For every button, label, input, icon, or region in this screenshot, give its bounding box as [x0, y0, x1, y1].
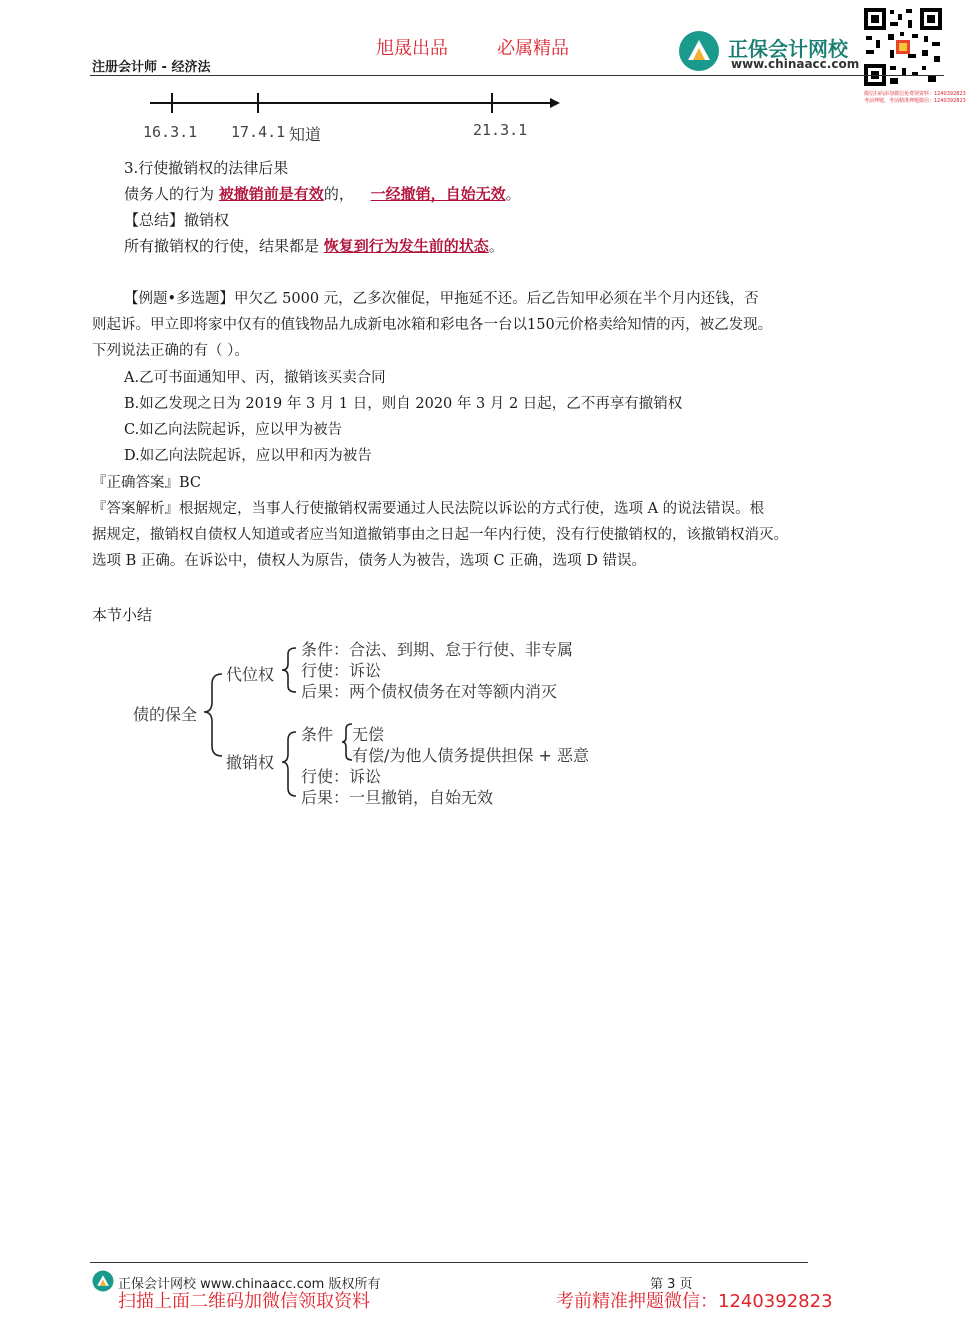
timeline-label: 17.4.1	[231, 123, 286, 141]
line-text: 。	[505, 185, 521, 203]
timeline-label: 16.3.1	[143, 123, 198, 141]
option-c: C.如乙向法院起诉，应以甲为被告	[124, 422, 343, 438]
example-stem-3: 下列说法正确的有（ ）。	[92, 343, 249, 359]
footer-promo-left: 扫描上面二维码加微信领取资料	[118, 1291, 370, 1312]
correct-answer: 『正确答案』BC	[92, 475, 202, 491]
mindmap-item: 后果：两个债权债务在对等额内消灭	[301, 682, 558, 701]
header-slogan-left: 旭晟出品	[376, 38, 448, 59]
option-b: B.如乙发现之日为 2019 年 3 月 1 日，则自 2020 年 3 月 2 日起，乙不再享有撤销权	[124, 396, 683, 412]
line-text: 所有撤销权的行使，结果都是	[124, 237, 320, 255]
timeline-note: 知道	[289, 125, 322, 144]
footer-divider	[90, 1262, 808, 1263]
section-line-1	[124, 181, 521, 207]
footer-copyright: 正保会计网校 www.chinaacc.com 版权所有	[118, 1277, 381, 1292]
example-stem-2: 则起诉。甲立即将家中仅有的值钱物品九成新电冰箱和彩电各一台以150元价格卖给知情的丙，被乙发现。	[92, 317, 773, 333]
mindmap-cond-label: 条件	[301, 725, 334, 744]
line-text: 债务人的行为	[124, 185, 215, 203]
logo-url: www.chinaacc.com	[731, 57, 860, 71]
qr-caption-2: 考前押题，考前精准押题微信：1240392823	[864, 98, 966, 104]
footer-promo-right: 考前精准押题微信：1240392823	[556, 1291, 833, 1312]
line-text: 的，	[323, 185, 354, 203]
section-title: 3.行使撤销权的法律后果	[124, 159, 289, 177]
course-name: 注册会计师 - 经济法	[92, 60, 211, 75]
highlight-text: 恢复到行为发生前的状态	[323, 237, 489, 255]
timeline-label: 21.3.1	[473, 121, 528, 139]
line-text: 。	[488, 237, 504, 255]
analysis-3: 选项 B 正确。在诉讼中，债权人为原告，债务人为被告，选项 C 正确，选项 D 错误。	[92, 553, 647, 569]
timeline-axis	[148, 92, 568, 116]
mindmap-item: 后果：一旦撤销，自始无效	[301, 788, 494, 807]
section-line-2	[124, 233, 504, 259]
analysis-2: 据规定，撤销权自债权人知道或者应当知道撤销事由之日起一年内行使，没有行使撤销权的，该撤销权消灭。	[92, 527, 788, 543]
mindmap-branch-1: 代位权	[226, 665, 275, 684]
mindmap-item: 有偿/为他人债务提供担保 + 恶意	[352, 746, 589, 765]
header-slogan-right: 必属精品	[497, 38, 569, 59]
qr-caption-1: 微信扫码添加微信免费领资料：1240392823	[864, 91, 966, 97]
header-divider	[90, 75, 944, 76]
option-a: A.乙可书面通知甲、丙，撤销该买卖合同	[124, 370, 386, 386]
mindmap-item: 条件：合法、到期、怠于行使、非专属	[301, 640, 574, 659]
option-d: D.如乙向法院起诉，应以甲和丙为被告	[124, 448, 372, 464]
logo-name: 正保会计网校	[728, 37, 848, 61]
mindmap-item: 无偿	[352, 725, 385, 744]
mindmap-root: 债的保全	[133, 705, 198, 724]
summary-title: 本节小结	[92, 606, 153, 624]
logo-icon	[678, 30, 720, 72]
analysis-1: 『答案解析』根据规定，当事人行使撤销权需要通过人民法院以诉讼的方式行使，选项 A 的说法错误。根	[92, 501, 765, 517]
summary-label: 【总结】撤销权	[124, 211, 230, 229]
mindmap-item: 行使：诉讼	[301, 661, 382, 680]
footer-logo-icon	[92, 1270, 114, 1292]
footer-page-number: 第 3 页	[650, 1277, 693, 1292]
mindmap-branch-2: 撤销权	[226, 753, 275, 772]
highlight-text: 一经撤销，自始无效	[370, 185, 506, 203]
example-stem-1: 【例题•多选题】甲欠乙 5000 元，乙多次催促，甲拖延不还。后乙告知甲必须在半个月内还钱，否	[124, 291, 759, 307]
highlight-text: 被撤销前是有效	[218, 185, 324, 203]
mindmap-item: 行使：诉讼	[301, 767, 382, 786]
